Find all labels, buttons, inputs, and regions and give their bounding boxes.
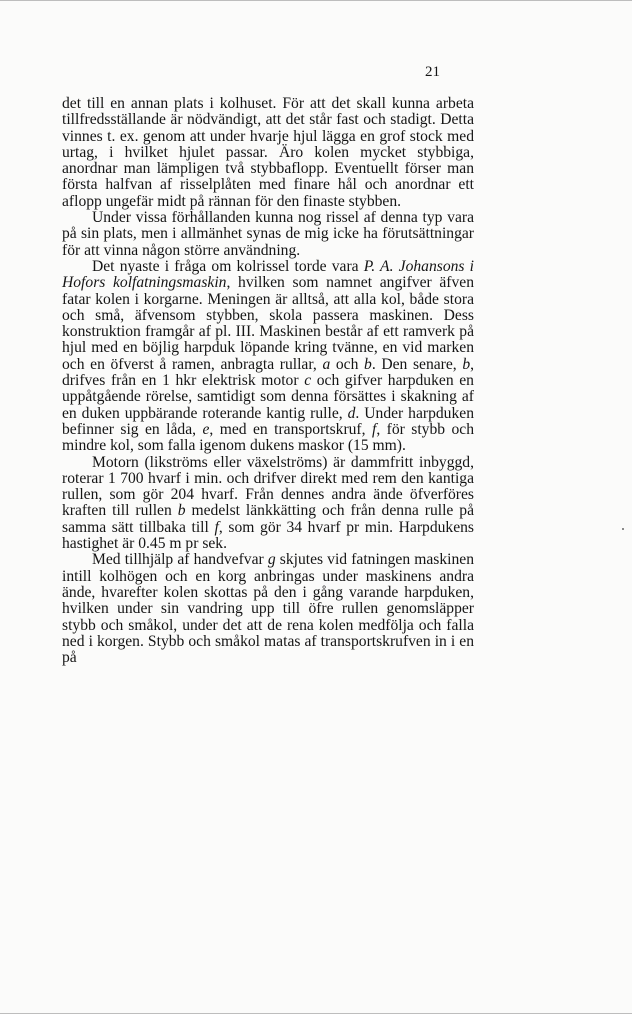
paragraph <box>62 259 474 455</box>
text-run: . Den senare, <box>371 355 463 373</box>
text-run: . Under harpduken befinner sig en låda, <box>62 404 474 438</box>
page-number: 21 <box>425 64 440 80</box>
paragraph <box>62 455 474 553</box>
text-run: skjutes vid fatningen maskinen intill kolhögen och en korg anbringas under maskinens andra ände, hvarefter kolen skottas på den i gång varande harpduken, hvilken under sin vandring upp till öfre rullen genomsläpper stybb och småkol, under det att de rena kolen medfölja och falla ned i korgen. Stybb och småkol matas af transportskrufven in i en på <box>62 551 474 667</box>
italic-text: c <box>304 372 312 390</box>
italic-text: b <box>364 355 372 373</box>
italic-text: b <box>462 355 471 373</box>
text-run: och gifver harpduken en uppåtgående rörelse, samtidigt som denna försättes i skakning af en duken uppbärande roterande kantig rulle, <box>62 372 474 422</box>
text-run: Under vissa förhållanden kunna nog rissel af denna typ vara på sin plats, men i allmänhet synas de mig icke ha förutsättningar för att vinna någon större användning. <box>62 209 474 259</box>
text-run: , drifves från en 1 hkr elektrisk motor <box>62 355 475 390</box>
text-run: , som gör 34 hvarf pr min. Harpdukens hastighet är 0.45 m pr sek. <box>62 518 475 553</box>
scan-speck <box>622 528 624 530</box>
paragraph <box>62 552 474 666</box>
text-run: Med tillhjälp af handvefvar <box>92 551 268 569</box>
italic-text: P. A. Johansons i Hofors kolfatningsmaskin <box>62 257 474 292</box>
italic-text: g <box>267 551 276 569</box>
body-text <box>62 96 474 666</box>
italic-text: e <box>202 420 210 438</box>
italic-text: d <box>347 404 356 422</box>
text-run: och <box>330 355 365 373</box>
text-run: , hvilken som namnet angifver äfven fatar kolen i korgarne. Meningen är alltså, att alla kol, både stora och små, äfvensom stybben, skola passera maskinen. Dess konstruktion framgår af pl. III. Maskinen består af ett ramverk på hjul med en böjlig harpduk löpande kring tvänne, en vid marken och en öfverst å ramen, anbragta rullar, <box>62 274 474 373</box>
text-run: , för stybb och mindre kol, som falla igenom dukens maskor (15 mm). <box>62 420 474 455</box>
italic-text: f <box>371 420 377 438</box>
text-run: Det nyaste i fråga om kolrissel torde vara <box>92 257 364 275</box>
text-run: medelst länkkätting och från denna rulle på samma sätt tillbaka till <box>62 502 474 536</box>
italic-text: f <box>214 518 219 536</box>
italic-text: b <box>177 502 186 520</box>
text-run: Motorn (likströms eller växelströms) är dammfritt inbyggd, roterar 1 700 hvarf i min. och drifver direkt med rem den kantiga rullen, som gör 204 hvarf. Från dennes andra ände öfverföres kraften till rullen <box>62 453 474 520</box>
text-run: det till en annan plats i kolhuset. För att det skall kunna arbeta tillfredsställande är nödvändigt, att det står fast och stadigt. Detta vinnes t. ex. genom att under hvarje hjul lägga en grof stock med urtag, i hvilket hjulet passar. Äro kolen mycket stybbiga, anordnar man lämpligen två stybbaflopp. Eventuellt förser man första halfvan af risselplåten med finare hål och anordnar ett aflopp ungefär midt på rännan för den finaste stybben. <box>62 95 474 210</box>
paragraph <box>62 96 474 210</box>
scan-edge-top <box>0 0 632 1</box>
text-run: , med en transportskruf, <box>209 420 372 438</box>
italic-text: a <box>322 355 331 373</box>
paragraph <box>62 210 474 259</box>
